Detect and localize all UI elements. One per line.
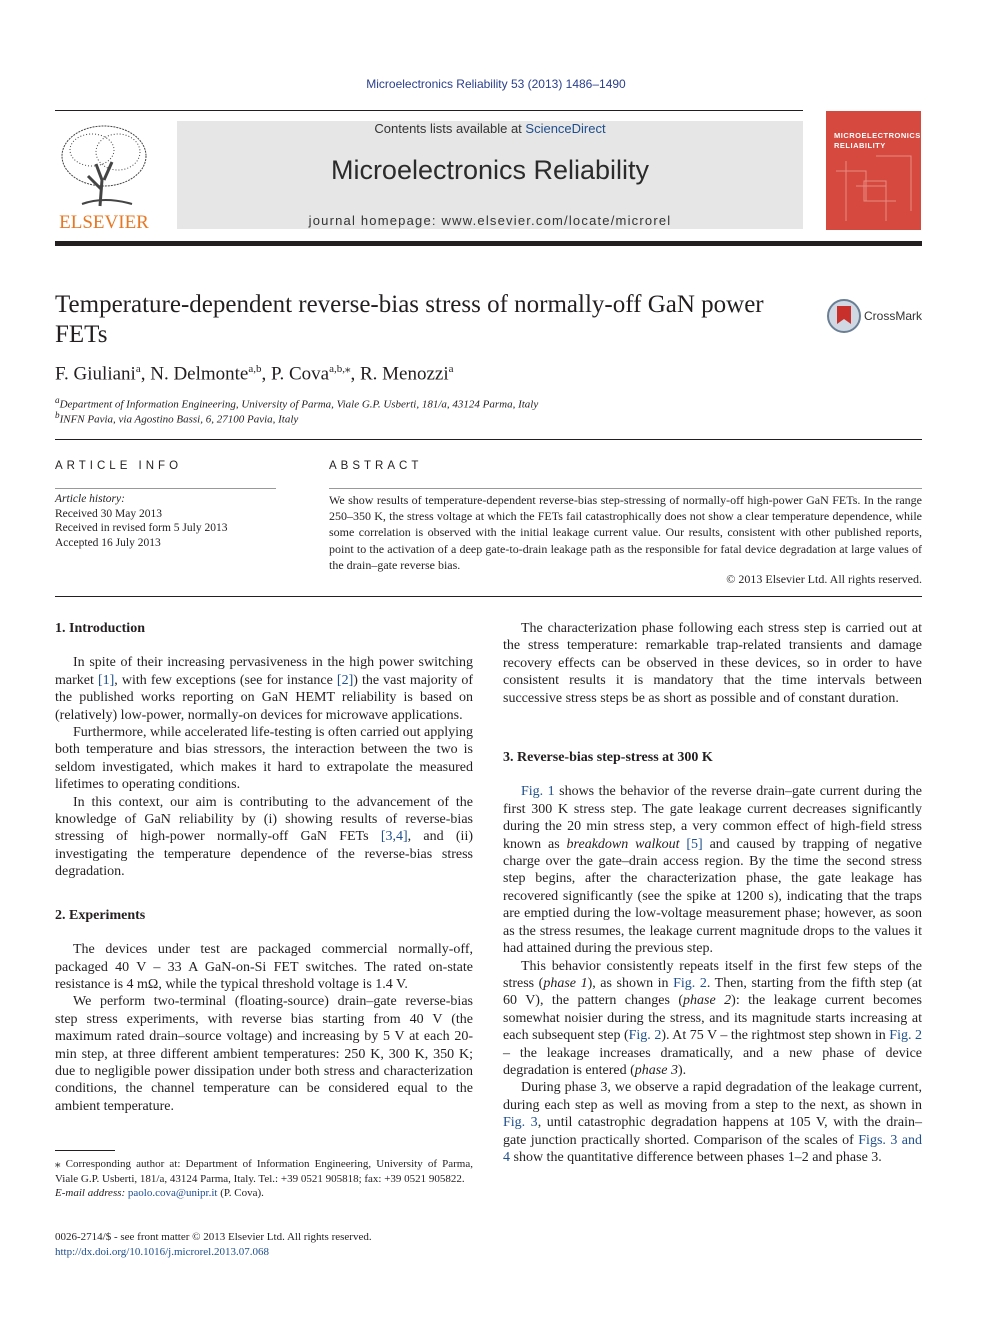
author[interactable]: P. Cova: [271, 363, 330, 385]
accepted-date: Accepted 16 July 2013: [55, 536, 161, 549]
abstract-copyright: © 2013 Elsevier Ltd. All rights reserved.: [726, 572, 922, 586]
corresponding-author-note: ⁎ Corresponding author at: Department of Information Engineering, University of Parma, Viale G.P. Usberti, 181/a, 43124 Parma, Italy. Tel.: +39 0521 905818; fax: +39 0521 905822.: [55, 1158, 473, 1185]
text-run: ), as shown in: [587, 975, 674, 991]
paragraph: [503, 783, 922, 957]
text-run: phase 3: [634, 1062, 678, 1078]
text-run: During phase 3, we observe a rapid degradation of the leakage current, during each step as well as moving from a step to the next, as shown in: [503, 1080, 922, 1113]
author-sup: a: [135, 363, 141, 375]
text-run: , and (ii) investigating the temperature dependence of the reverse-bias stress degradation.: [55, 829, 473, 880]
email-line: [55, 1186, 473, 1201]
paragraph: [503, 958, 922, 1080]
email-label: E-mail address:: [55, 1187, 126, 1199]
front-matter: [55, 1230, 372, 1259]
author-sup: a,b,⁎: [329, 363, 351, 375]
author[interactable]: F. Giuliani: [55, 363, 136, 385]
text-run: , until catastrophic degradation happens at 105 V, with the drain–gate junction practically shorted. Comparison of the scales of: [503, 1115, 922, 1148]
text-run: show the quantitative difference between phases 1–2 and phase 3.: [510, 1149, 882, 1165]
text-run: shows the behavior of the reverse drain–gate current during the first 300 K stress step. The gate leakage current decreases significantly during the 20 min stress step, a very common effect of high-field stress known as: [503, 784, 922, 852]
text-run: This behavior consistently repeats itself in the first few steps of the stress (: [503, 958, 922, 991]
author-sup: a: [448, 363, 454, 375]
revised-date: Received in revised form 5 July 2013: [55, 522, 228, 534]
author-sup: a,b: [248, 363, 262, 375]
crossmark-label: CrossMark: [864, 309, 923, 323]
affiliation: [55, 410, 298, 426]
journal-banner: [177, 121, 803, 229]
journal-citation[interactable]: Microelectronics Reliability 53 (2013) 1486–1490: [366, 77, 626, 91]
author[interactable]: N. Delmonte: [150, 363, 249, 385]
text-run: and caused by trapping of negative charge over the gate–drain access region. By the time the second stress step begins, after the characterization phase, the gate leakage has recovered significantly (see the spike at 1200 s), indicating that the traps are emptied during the low-voltage measurement phase; however, as soon as the stress resumes, the leakage current magnitude drops to the values it had attained during the previous step.: [503, 836, 923, 957]
issn-line: 0026-2714/$ - see front matter © 2013 Elsevier Ltd. All rights reserved.: [55, 1231, 372, 1243]
figure-link[interactable]: Fig. 2: [628, 1028, 662, 1044]
text-run: ): the leakage current becomes somewhat noisier during the stress, and its magnitude starts increasing at each subsequent step (: [503, 993, 922, 1044]
text-run: ). At 75 V – the rightmost step shown in: [661, 1028, 890, 1044]
text-run: . Then, starting from the fifth step (at 60 V), the pattern changes (: [503, 975, 923, 1009]
section-heading: 2. Experiments: [55, 907, 146, 923]
text-run: – the leakage increases dramatically, and a new phase of device degradation is entered (: [503, 1045, 922, 1078]
divider: [55, 488, 276, 489]
journal-cover[interactable]: [826, 111, 921, 230]
affiliation: [55, 395, 538, 411]
paragraph: [55, 654, 473, 724]
history-label: Article history:: [55, 493, 125, 505]
article-history: [55, 492, 227, 550]
divider: [55, 596, 922, 597]
affiliation-mark: b: [55, 410, 60, 420]
text-run: , with few exceptions (see for instance: [114, 672, 337, 688]
article-title: Temperature-dependent reverse-bias stress of normally-off GaN power FETs: [55, 291, 764, 348]
journal-name: Microelectronics Reliability: [330, 155, 650, 185]
text-run: ) the vast majority of the published works reporting on GaN HEMT reliability is based on (relatively) low-power, normally-on devices for microwave applications.: [55, 672, 474, 723]
reference-link[interactable]: [3,4]: [380, 829, 408, 845]
email-link[interactable]: paolo.cova@unipr.it: [127, 1187, 218, 1199]
crossmark-badge[interactable]: [826, 298, 926, 334]
author-sep: ,: [350, 363, 360, 385]
text-run: phase 1: [543, 975, 588, 991]
elsevier-wordmark: ELSEVIER: [59, 212, 149, 232]
footnote-rule: [55, 1150, 115, 1151]
elsevier-logo[interactable]: [52, 120, 156, 232]
received-date: Received 30 May 2013: [55, 507, 162, 520]
left-column: [55, 620, 473, 1115]
footnote: [55, 1157, 473, 1201]
text-run: phase 2: [683, 993, 732, 1009]
reference-link[interactable]: [1]: [97, 672, 115, 688]
header-rule: [55, 241, 922, 246]
paragraph: The devices under test are packaged commercial normally-off, packaged 40 V – 33 A GaN-on-Si FET switches. The rated on-state resistance is 4 mΩ, while the typical threshold voltage is 1.4 V.: [55, 942, 473, 992]
section-heading: 1. Introduction: [55, 621, 145, 636]
journal-homepage[interactable]: journal homepage: www.elsevier.com/locate/microrel: [308, 213, 672, 228]
cover-circuit-icon: [826, 111, 921, 230]
author[interactable]: R. Menozzi: [359, 363, 449, 385]
paragraph: We perform two-terminal (floating-source) drain–gate reverse-bias step stress experiments, with reverse bias starting from 40 V (the maximum rated drain–source voltage) and increasing by 5 V at each 20-min step, at three different ambient temperatures: 250 K, 300 K, 350 K; due to negligible power dissipation under both stress and characterization conditions, the channel temperature can be considered equal to the ambient temperature.: [55, 994, 473, 1114]
abstract-heading: ABSTRACT: [329, 460, 423, 472]
affiliation-mark: a: [55, 395, 60, 405]
elsevier-tree-icon: [52, 120, 156, 232]
figure-link[interactable]: Fig. 2: [673, 975, 707, 991]
divider: [55, 439, 922, 440]
text-run: ).: [677, 1062, 687, 1078]
crossmark-icon: [826, 298, 862, 334]
text-run: breakdown walkout: [566, 836, 680, 852]
figure-link[interactable]: Fig. 1: [521, 784, 555, 800]
affiliation-text: Department of Information Engineering, University of Parma, Viale G.P. Usberti, 181/a, 43124 Parma, Italy: [59, 398, 539, 411]
reference-link[interactable]: [5]: [686, 836, 703, 852]
doi-link[interactable]: http://dx.doi.org/10.1016/j.microrel.2013.07.068: [55, 1245, 269, 1258]
text-run: In this context, our aim is contributing to the advancement of the knowledge of GaN reliability by (i) showing results of reverse-bias stressing of high-power normally-off GaN FETs: [55, 794, 473, 845]
right-column: [503, 620, 922, 1166]
figure-link[interactable]: Fig. 3: [503, 1115, 538, 1131]
affiliation-text: INFN Pavia, via Agostino Bassi, 6, 27100 Pavia, Italy: [59, 413, 299, 426]
paragraph: [55, 794, 473, 881]
article-info-heading: ARTICLE INFO: [55, 460, 183, 472]
divider: [329, 488, 922, 489]
section-heading: 3. Reverse-bias step-stress at 300 K: [503, 750, 713, 766]
author-list: [55, 362, 454, 385]
sciencedirect-link[interactable]: ScienceDirect: [525, 121, 606, 136]
author-sep: ,: [261, 363, 272, 385]
contents-prefix: Contents lists available at: [374, 121, 526, 136]
author-sep: ,: [140, 363, 151, 385]
text-run: In spite of their increasing pervasiveness in the high power switching market: [55, 655, 473, 688]
reference-link[interactable]: [2]: [336, 672, 354, 688]
contents-line: [177, 121, 803, 136]
divider: [55, 110, 803, 111]
figure-link[interactable]: Figs. 3 and 4: [503, 1132, 922, 1165]
abstract-text: We show results of temperature-dependent reverse-bias step-stressing of normally-off high-power GaN FETs. In the range 250–350 K, the stress voltage at which the FETs fail catastrophically does not show a clear temperature dependence, while some correlation is observed with the initial leakage current value. Our results, consistent with other published reports, point to the activation of a deep gate-to-drain leakage path as the responsible for fatal device degradation at large values of the drain–gate reverse bias.: [329, 493, 922, 572]
paragraph: [503, 1079, 922, 1166]
figure-link[interactable]: Fig. 2: [889, 1028, 922, 1044]
paragraph: The characterization phase following each stress step is carried out at the stress temperature: remarkable trap-related transients and damage recovery effects can be observed in these devices, so in order to have consistent results it is mandatory that the time intervals between successive stress steps be as short as possible and of constant duration.: [503, 621, 922, 706]
cover-title: MICROELECTRONICS RELIABILITY: [834, 131, 921, 150]
paragraph: Furthermore, while accelerated life-testing is often carried out applying both temperature and bias stressors, the interaction between the two is seldom investigated, which makes it hard to extrapolate the measured lifetimes to operating conditions.: [55, 725, 474, 793]
email-suffix: (P. Cova).: [217, 1187, 264, 1199]
